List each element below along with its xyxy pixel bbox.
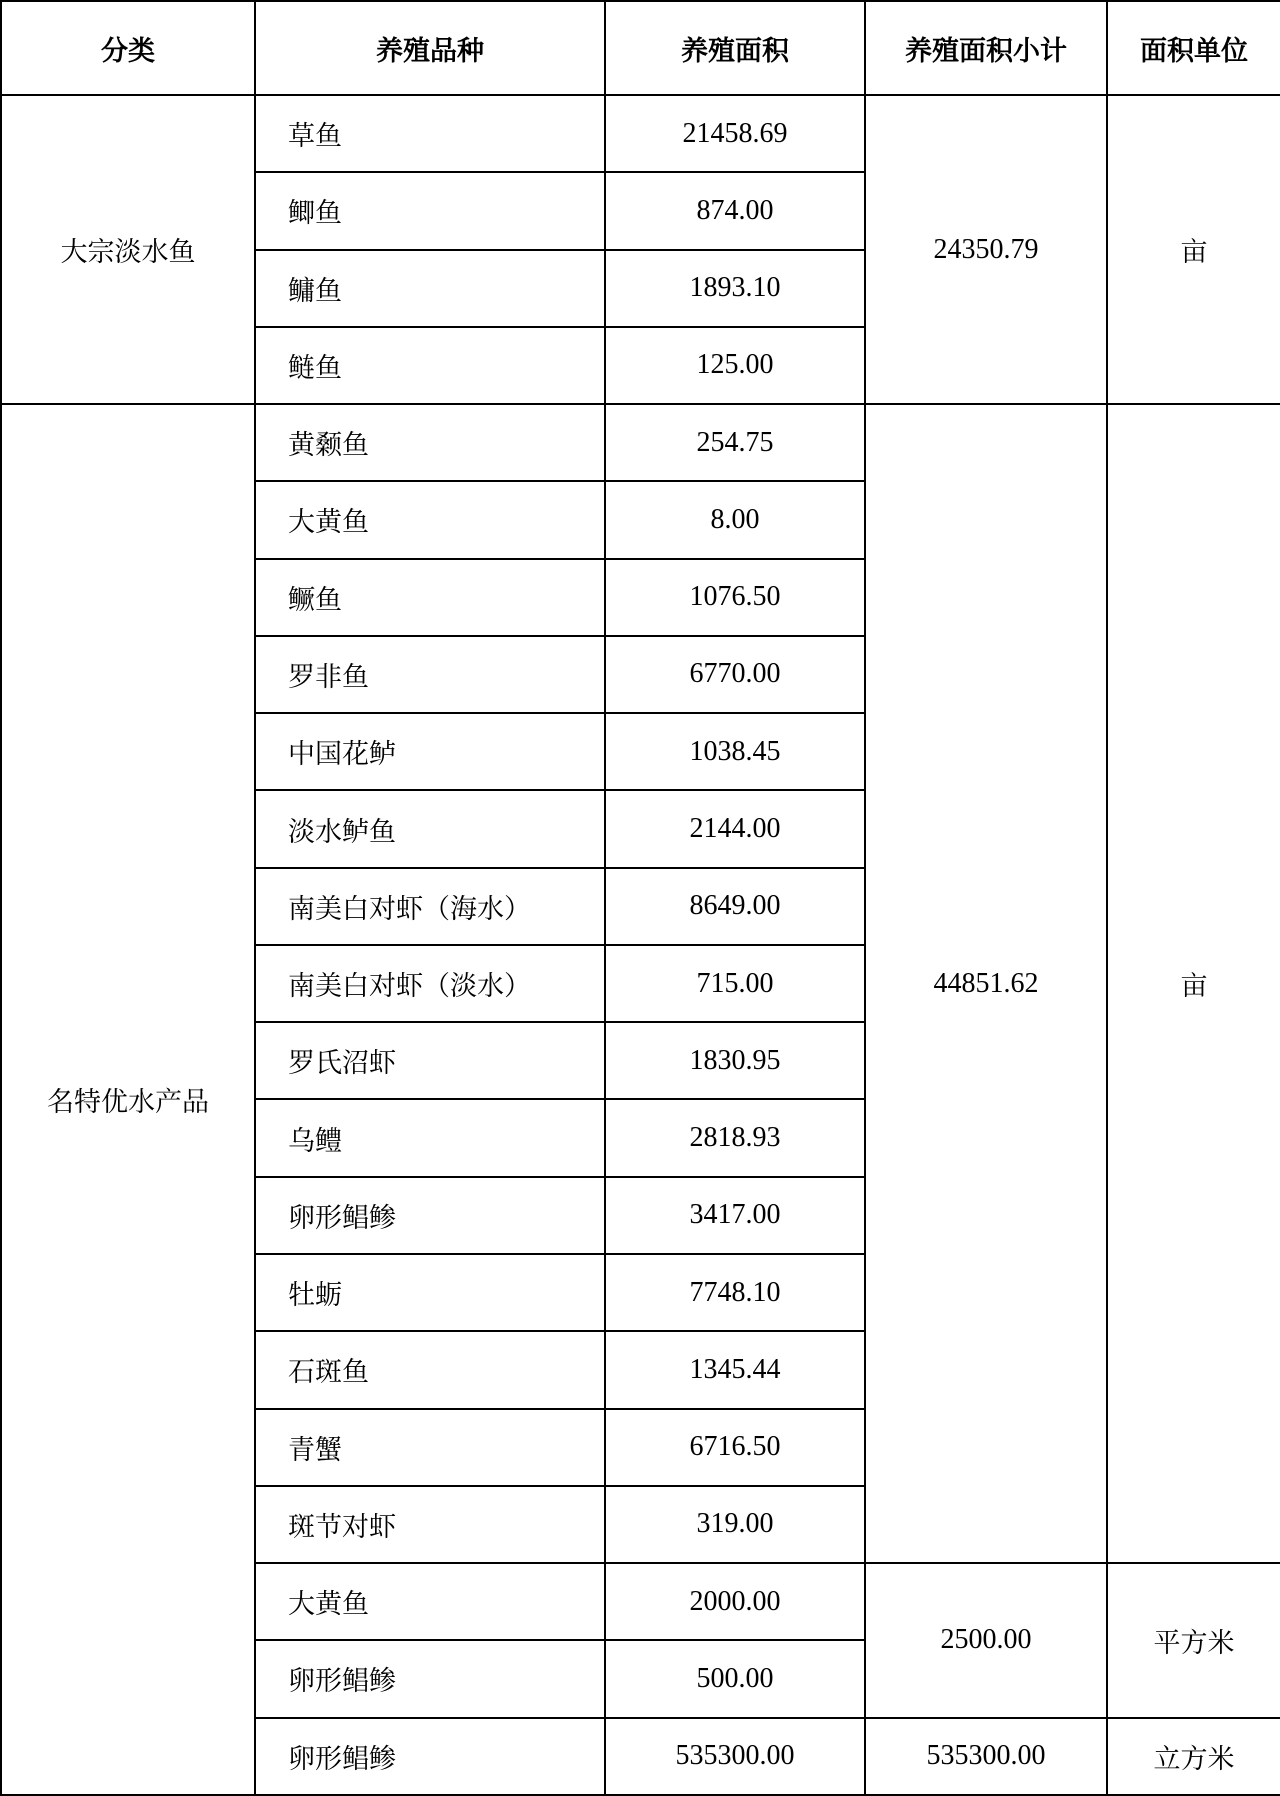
area-cell: 715.00 bbox=[605, 945, 865, 1022]
category-cell: 名特优水产品 bbox=[1, 404, 255, 1795]
area-cell: 319.00 bbox=[605, 1486, 865, 1563]
area-cell: 874.00 bbox=[605, 172, 865, 249]
species-cell: 乌鳢 bbox=[255, 1099, 605, 1176]
area-cell: 1038.45 bbox=[605, 713, 865, 790]
area-cell: 1830.95 bbox=[605, 1022, 865, 1099]
table-row bbox=[1, 95, 1280, 172]
species-cell: 斑节对虾 bbox=[255, 1486, 605, 1563]
area-cell: 535300.00 bbox=[605, 1718, 865, 1795]
unit-cell: 立方米 bbox=[1107, 1718, 1280, 1795]
header-species: 养殖品种 bbox=[255, 1, 605, 95]
area-cell: 2144.00 bbox=[605, 790, 865, 867]
header-unit: 面积单位 bbox=[1107, 1, 1280, 95]
area-cell: 21458.69 bbox=[605, 95, 865, 172]
species-cell: 大黄鱼 bbox=[255, 481, 605, 558]
area-cell: 254.75 bbox=[605, 404, 865, 481]
subtotal-cell: 44851.62 bbox=[865, 404, 1107, 1563]
species-cell: 大黄鱼 bbox=[255, 1563, 605, 1640]
area-cell: 2000.00 bbox=[605, 1563, 865, 1640]
species-cell: 淡水鲈鱼 bbox=[255, 790, 605, 867]
species-cell: 青蟹 bbox=[255, 1409, 605, 1486]
species-cell: 黄颡鱼 bbox=[255, 404, 605, 481]
header-category: 分类 bbox=[1, 1, 255, 95]
species-cell: 南美白对虾（海水） bbox=[255, 868, 605, 945]
species-cell: 鳙鱼 bbox=[255, 250, 605, 327]
area-cell: 1076.50 bbox=[605, 559, 865, 636]
species-cell: 牡蛎 bbox=[255, 1254, 605, 1331]
species-cell: 鲫鱼 bbox=[255, 172, 605, 249]
unit-cell: 平方米 bbox=[1107, 1563, 1280, 1718]
area-cell: 1345.44 bbox=[605, 1331, 865, 1408]
area-cell: 6770.00 bbox=[605, 636, 865, 713]
species-cell: 南美白对虾（淡水） bbox=[255, 945, 605, 1022]
area-cell: 2818.93 bbox=[605, 1099, 865, 1176]
subtotal-cell: 535300.00 bbox=[865, 1718, 1107, 1795]
table-row bbox=[1, 404, 1280, 481]
area-cell: 500.00 bbox=[605, 1640, 865, 1717]
header-area: 养殖面积 bbox=[605, 1, 865, 95]
category-cell: 大宗淡水鱼 bbox=[1, 95, 255, 404]
subtotal-cell: 24350.79 bbox=[865, 95, 1107, 404]
species-cell: 卵形鲳鲹 bbox=[255, 1718, 605, 1795]
species-cell: 石斑鱼 bbox=[255, 1331, 605, 1408]
unit-cell: 亩 bbox=[1107, 95, 1280, 404]
species-cell: 卵形鲳鲹 bbox=[255, 1177, 605, 1254]
species-cell: 鳜鱼 bbox=[255, 559, 605, 636]
area-cell: 125.00 bbox=[605, 327, 865, 404]
area-cell: 6716.50 bbox=[605, 1409, 865, 1486]
header-subtotal: 养殖面积小计 bbox=[865, 1, 1107, 95]
header-row bbox=[1, 1, 1280, 95]
subtotal-cell: 2500.00 bbox=[865, 1563, 1107, 1718]
species-cell: 中国花鲈 bbox=[255, 713, 605, 790]
area-cell: 7748.10 bbox=[605, 1254, 865, 1331]
species-cell: 卵形鲳鲹 bbox=[255, 1640, 605, 1717]
species-cell: 罗非鱼 bbox=[255, 636, 605, 713]
species-cell: 草鱼 bbox=[255, 95, 605, 172]
area-cell: 8649.00 bbox=[605, 868, 865, 945]
area-cell: 1893.10 bbox=[605, 250, 865, 327]
species-cell: 鲢鱼 bbox=[255, 327, 605, 404]
species-cell: 罗氏沼虾 bbox=[255, 1022, 605, 1099]
area-cell: 3417.00 bbox=[605, 1177, 865, 1254]
unit-cell: 亩 bbox=[1107, 404, 1280, 1563]
area-cell: 8.00 bbox=[605, 481, 865, 558]
